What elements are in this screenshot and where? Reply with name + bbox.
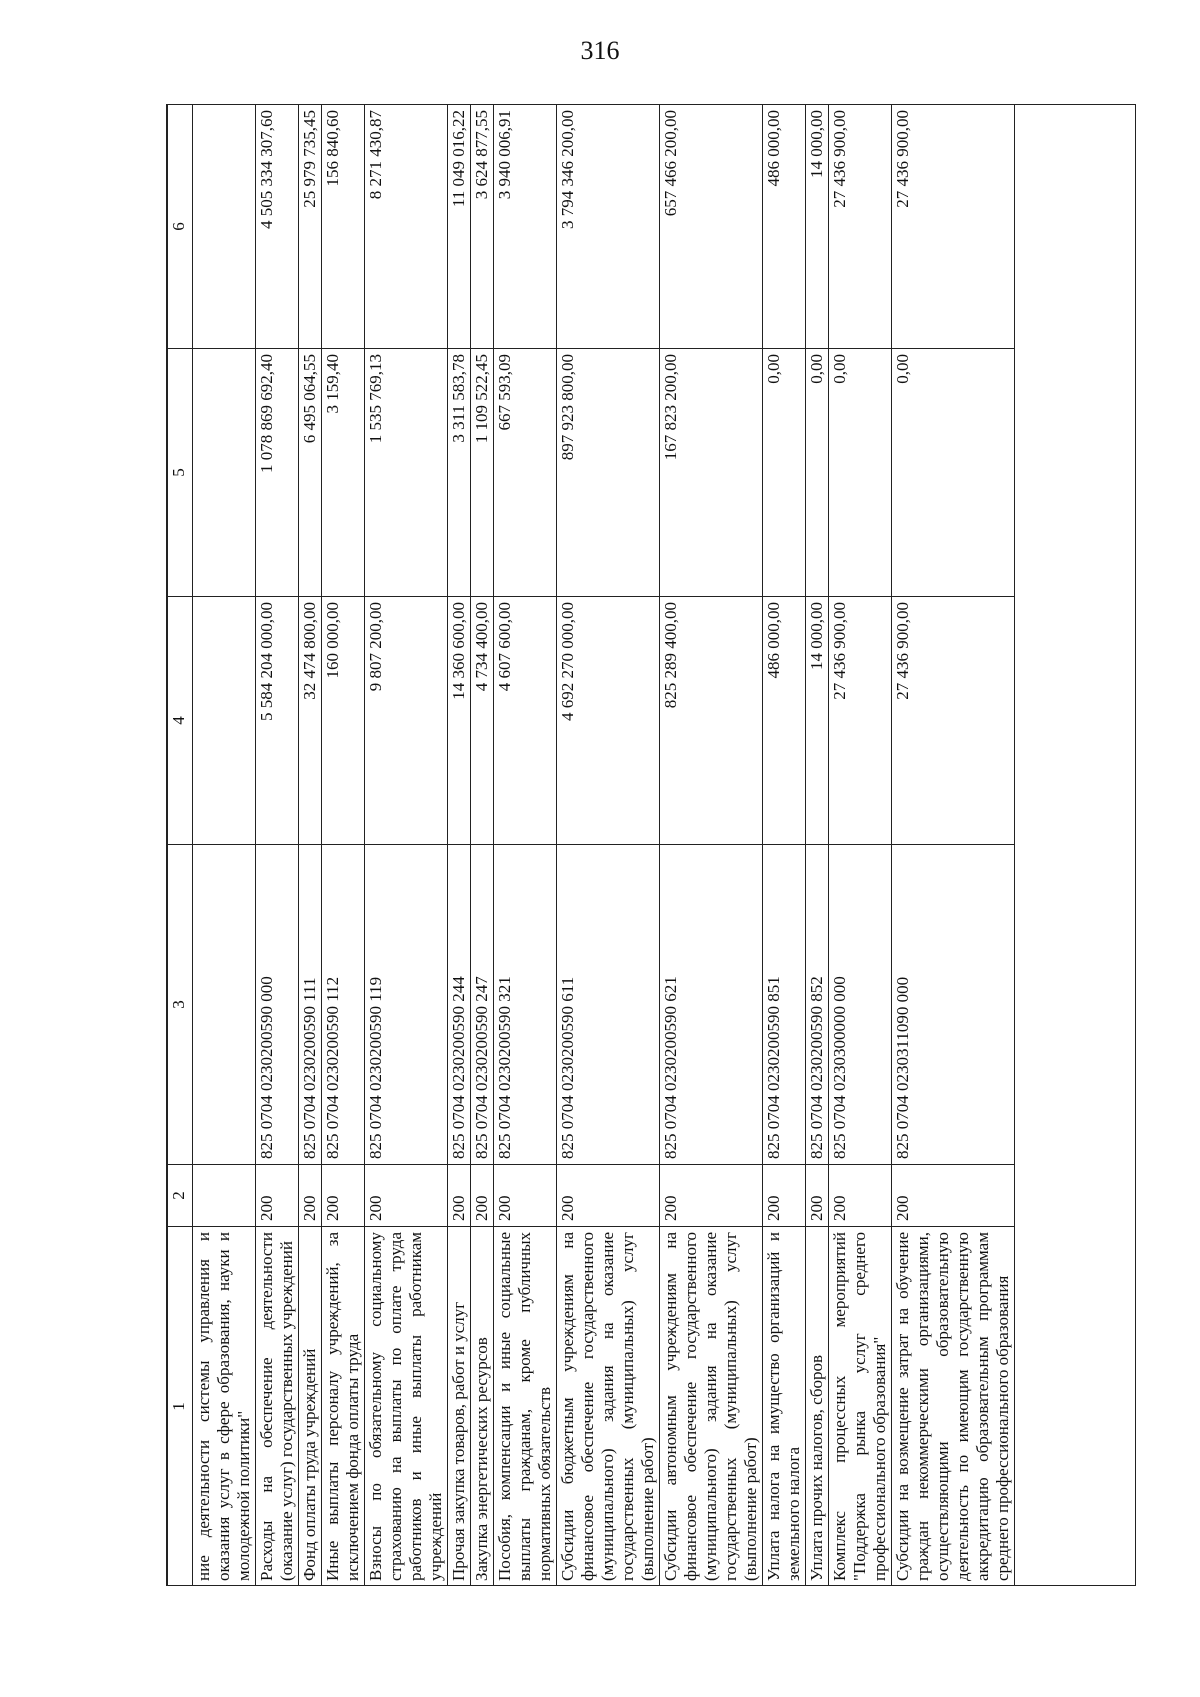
cell-grbs: 200 <box>660 1165 763 1227</box>
cell-rest: 27 436 900,00 <box>892 105 1015 349</box>
cell-rest: 25 979 735,45 <box>299 105 322 349</box>
cell-name: Уплата налога на имущество организаций и земельного налога <box>763 1227 806 1587</box>
cell-grbs: 200 <box>892 1165 1015 1227</box>
cell-fact: 3 311 583,78 <box>448 349 471 597</box>
column-header: 1 <box>168 1227 193 1587</box>
cell-code: 825 0704 0230311090 000 <box>892 845 1015 1165</box>
cell-code: 825 0704 0230200590 621 <box>660 845 763 1165</box>
cell-name: Иные выплаты персоналу учреждений, за исключением фонда оплаты труда <box>322 1227 365 1587</box>
cell-rest: 3 624 877,55 <box>471 105 494 349</box>
cell-name: Субсидии на возмещение затрат на обучение граждан некоммерческими организациями, осуществляющими образовательную деятельность по имеющим государственную аккредитацию образовательным программам среднего профессионального образования <box>892 1227 1015 1587</box>
cell-name: Уплата прочих налогов, сборов <box>806 1227 829 1587</box>
cell-plan: 27 436 900,00 <box>829 597 892 845</box>
cell-plan: 14 000,00 <box>806 597 829 845</box>
cell-code: 825 0704 0230200590 111 <box>299 845 322 1165</box>
cell-grbs: 200 <box>763 1165 806 1227</box>
cell-grbs: 200 <box>471 1165 494 1227</box>
cell-grbs: 200 <box>256 1165 299 1227</box>
cell-grbs: 200 <box>557 1165 660 1227</box>
cell-grbs: 200 <box>494 1165 557 1227</box>
cell-rest: 8 271 430,87 <box>365 105 448 349</box>
cell-code: 825 0704 0230200590 000 <box>256 845 299 1165</box>
table-row <box>256 105 299 1587</box>
cell-name: Пособия, компенсации и иные социальные выплаты гражданам, кроме публичных нормативных обязательств <box>494 1227 557 1587</box>
cell-fact: 167 823 200,00 <box>660 349 763 597</box>
cell-code: 825 0704 0230200590 119 <box>365 845 448 1165</box>
cell-name: Взносы по обязательному социальному страхованию на выплаты по оплате труда работников и иные выплаты работникам учреждений <box>365 1227 448 1587</box>
cell-fact: 1 535 769,13 <box>365 349 448 597</box>
cell-code: 825 0704 0230200590 247 <box>471 845 494 1165</box>
cell-fact: 897 923 800,00 <box>557 349 660 597</box>
cell-fact: 0,00 <box>763 349 806 597</box>
column-header: 6 <box>168 105 193 349</box>
cell-grbs: 200 <box>806 1165 829 1227</box>
cell-rest <box>193 105 256 349</box>
cell-code <box>193 845 256 1165</box>
cell-plan: 5 584 204 000,00 <box>256 597 299 845</box>
table-row <box>299 105 322 1587</box>
cell-name: Фонд оплаты труда учреждений <box>299 1227 322 1587</box>
cell-plan: 4 607 600,00 <box>494 597 557 845</box>
cell-code: 825 0704 0230200590 611 <box>557 845 660 1165</box>
cell-grbs: 200 <box>829 1165 892 1227</box>
column-header: 3 <box>168 845 193 1165</box>
column-header: 4 <box>168 597 193 845</box>
cell-name: Закупка энергетических ресурсов <box>471 1227 494 1587</box>
table-row <box>494 105 557 1587</box>
cell-grbs: 200 <box>448 1165 471 1227</box>
cell-code: 825 0704 0230200590 321 <box>494 845 557 1165</box>
cell-code: 825 0704 0230200590 244 <box>448 845 471 1165</box>
cell-name: Расходы на обеспечение деятельности (оказание услуг) государственных учреждений <box>256 1227 299 1587</box>
cell-plan: 4 692 270 000,00 <box>557 597 660 845</box>
table-row <box>829 105 892 1587</box>
cell-fact: 6 495 064,55 <box>299 349 322 597</box>
cell-rest: 156 840,60 <box>322 105 365 349</box>
table-row <box>806 105 829 1587</box>
cell-name: Комплекс процессных мероприятий "Поддержка рынка услуг среднего профессионального образования" <box>829 1227 892 1587</box>
cell-fact: 1 078 869 692,40 <box>256 349 299 597</box>
cell-fact: 667 593,09 <box>494 349 557 597</box>
cell-plan: 825 289 400,00 <box>660 597 763 845</box>
cell-name: ние деятельности системы управления и оказания услуг в сфере образования, науки и молодежной политики" <box>193 1227 256 1587</box>
cell-rest: 27 436 900,00 <box>829 105 892 349</box>
cell-fact: 1 109 522,45 <box>471 349 494 597</box>
cell-rest: 3 794 346 200,00 <box>557 105 660 349</box>
cell-rest: 11 049 016,22 <box>448 105 471 349</box>
table-row <box>660 105 763 1587</box>
cell-plan: 9 807 200,00 <box>365 597 448 845</box>
cell-grbs <box>193 1165 256 1227</box>
cell-name: Субсидии автономным учреждениям на финансовое обеспечение государственного (муниципального) задания на оказание государственных (муниципальных) услуг (выполнение работ) <box>660 1227 763 1587</box>
cell-rest: 486 000,00 <box>763 105 806 349</box>
cell-plan: 486 000,00 <box>763 597 806 845</box>
cell-plan: 14 360 600,00 <box>448 597 471 845</box>
cell-plan: 4 734 400,00 <box>471 597 494 845</box>
cell-grbs: 200 <box>299 1165 322 1227</box>
cell-grbs: 200 <box>322 1165 365 1227</box>
cell-fact: 0,00 <box>892 349 1015 597</box>
budget-execution-table <box>167 104 1015 1586</box>
table-body <box>193 105 1015 1587</box>
table-row <box>892 105 1015 1587</box>
cell-plan: 160 000,00 <box>322 597 365 845</box>
cell-plan: 27 436 900,00 <box>892 597 1015 845</box>
cell-fact <box>193 349 256 597</box>
cell-fact: 0,00 <box>829 349 892 597</box>
page-number: 316 <box>580 36 620 65</box>
table-row <box>193 105 256 1587</box>
table-row <box>448 105 471 1587</box>
table-row <box>365 105 448 1587</box>
cell-code: 825 0704 0230200590 851 <box>763 845 806 1165</box>
column-header: 2 <box>168 1165 193 1227</box>
table-row <box>557 105 660 1587</box>
cell-name: Прочая закупка товаров, работ и услуг <box>448 1227 471 1587</box>
header-row <box>168 105 193 1587</box>
cell-fact: 3 159,40 <box>322 349 365 597</box>
column-header: 5 <box>168 349 193 597</box>
cell-code: 825 0704 0230300000 000 <box>829 845 892 1165</box>
cell-plan <box>193 597 256 845</box>
cell-plan: 32 474 800,00 <box>299 597 322 845</box>
cell-code: 825 0704 0230200590 852 <box>806 845 829 1165</box>
cell-rest: 3 940 006,91 <box>494 105 557 349</box>
cell-fact: 0,00 <box>806 349 829 597</box>
cell-code: 825 0704 0230200590 112 <box>322 845 365 1165</box>
budget-table-frame <box>166 104 1136 1586</box>
cell-rest: 14 000,00 <box>806 105 829 349</box>
table-row <box>322 105 365 1587</box>
cell-rest: 4 505 334 307,60 <box>256 105 299 349</box>
cell-name: Субсидии бюджетным учреждениям на финансовое обеспечение государственного (муниципального) задания на оказание государственных (муниципальных) услуг (выполнение работ) <box>557 1227 660 1587</box>
rotated-table-container <box>167 105 1136 1586</box>
cell-rest: 657 466 200,00 <box>660 105 763 349</box>
table-row <box>471 105 494 1587</box>
table-row <box>763 105 806 1587</box>
cell-grbs: 200 <box>365 1165 448 1227</box>
